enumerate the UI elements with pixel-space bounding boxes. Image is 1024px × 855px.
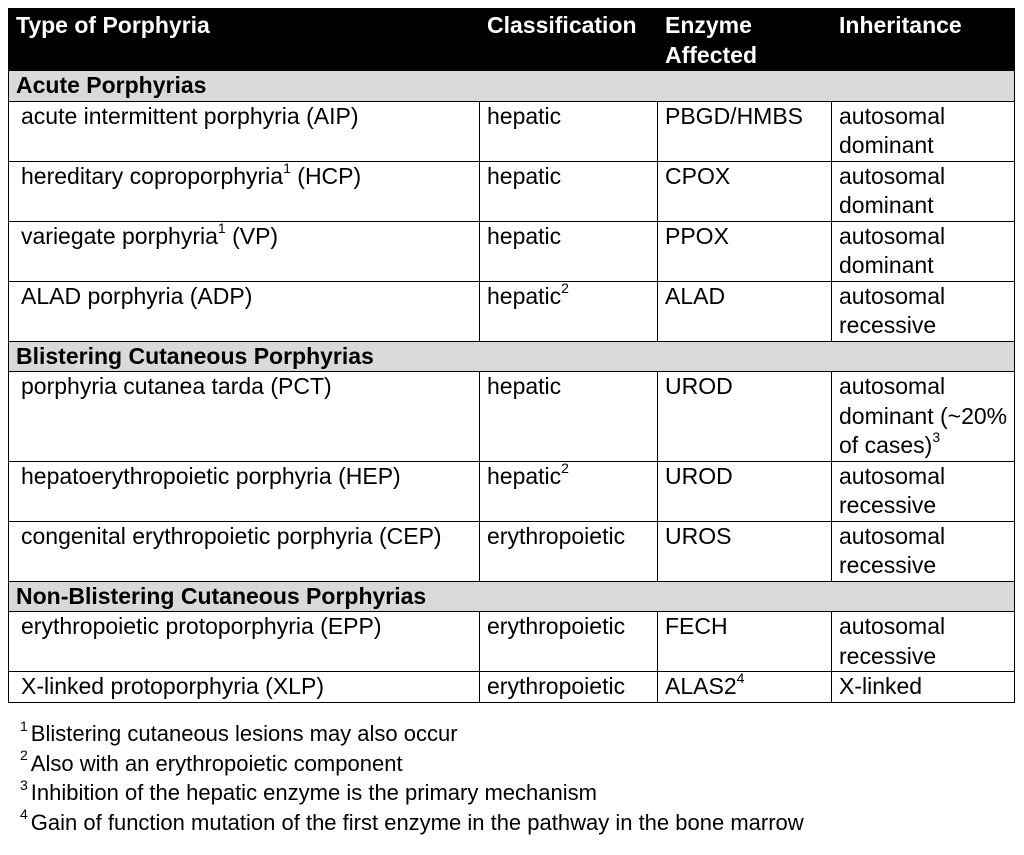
inheritance-cell — [832, 612, 1015, 672]
table-row — [9, 161, 1015, 221]
classification-cell-content — [487, 673, 625, 699]
header-enzyme: Enzyme Affected — [658, 9, 832, 71]
inheritance-cell-content — [839, 163, 945, 219]
table-row — [9, 521, 1015, 581]
classification-text: hepatic — [487, 222, 562, 249]
classification-cell — [480, 101, 658, 161]
porphyria-name-cell — [9, 221, 480, 281]
porphyria-name-cell-content — [21, 463, 401, 489]
enzyme-text: PPOX — [665, 222, 729, 249]
enzyme-cell — [658, 161, 832, 221]
porphyria-name-cell — [9, 461, 480, 521]
porphyria-name-cell-content — [21, 523, 442, 549]
porphyria-name: ALAD porphyria (ADP) — [21, 282, 253, 309]
inheritance-text: autosomal recessive — [839, 522, 946, 578]
footnote-ref: 1 — [283, 159, 291, 176]
footnotes — [20, 719, 804, 837]
porphyria-name: hereditary coproporphyria — [21, 162, 284, 189]
porphyria-name-cell-content — [21, 219, 279, 249]
table-header — [9, 9, 1015, 71]
porphyria-name-cell-content — [21, 673, 324, 699]
enzyme-text: UROD — [665, 373, 733, 399]
footnote-text: Gain of function mutation of the first enzyme in the pathway in the bone marrow — [30, 809, 804, 835]
classification-text: erythropoietic — [487, 613, 626, 639]
classification-cell — [480, 372, 658, 462]
footnote-mark: 2 — [20, 747, 28, 764]
classification-cell — [480, 521, 658, 581]
inheritance-text: X-linked — [839, 673, 923, 699]
inheritance-cell — [832, 461, 1015, 521]
inheritance-cell — [832, 161, 1015, 221]
footnote — [20, 749, 804, 779]
enzyme-text: ALAD — [665, 282, 726, 309]
footnote-ref: 4 — [736, 670, 745, 687]
classification-text: erythropoietic — [487, 522, 626, 549]
footnote — [20, 808, 804, 838]
table-row — [9, 281, 1015, 341]
porphyria-name: congenital erythropoietic porphyria (CEP) — [21, 522, 442, 549]
classification-cell-content — [487, 279, 569, 309]
classification-text: hepatic — [487, 102, 562, 129]
enzyme-cell-content — [665, 613, 728, 639]
enzyme-cell — [658, 372, 832, 462]
footnote-text: Inhibition of the hepatic enzyme is the primary mechanism — [30, 780, 597, 805]
classification-cell — [480, 221, 658, 281]
classification-cell-content — [487, 163, 561, 189]
porphyria-name-cell-content — [21, 373, 332, 399]
footnote-mark: 1 — [20, 717, 28, 734]
classification-cell-content — [487, 613, 625, 639]
porphyria-name-cell — [9, 372, 480, 462]
footnote — [20, 719, 804, 749]
inheritance-text: autosomal recessive — [839, 282, 946, 338]
inheritance-text: autosomal dominant (~20% of cases) — [839, 373, 1008, 458]
enzyme-cell-content — [665, 283, 725, 309]
inheritance-cell-content — [839, 613, 945, 669]
inheritance-text: autosomal dominant — [839, 162, 946, 218]
porphyria-name-cell — [9, 101, 480, 161]
table-body — [9, 71, 1015, 703]
inheritance-cell-content — [839, 523, 945, 579]
inheritance-cell — [832, 101, 1015, 161]
porphyria-name-cell — [9, 521, 480, 581]
inheritance-cell-content — [839, 673, 922, 699]
enzyme-text: FECH — [665, 613, 728, 639]
inheritance-cell — [832, 521, 1015, 581]
section-row — [9, 341, 1015, 372]
enzyme-text: UROD — [665, 462, 733, 489]
porphyria-name-cell — [9, 612, 480, 672]
enzyme-cell-content — [665, 223, 729, 249]
header-classification: Classification — [480, 9, 658, 71]
porphyria-name-cell — [9, 161, 480, 221]
classification-cell-content — [487, 523, 625, 549]
classification-cell-content — [487, 103, 561, 129]
porphyria-name: hepatoerythropoietic porphyria (HEP) — [21, 462, 401, 489]
classification-text: hepatic — [487, 162, 562, 189]
classification-cell-content — [487, 373, 561, 399]
section-title: Acute Porphyrias — [9, 71, 1015, 102]
footnote-ref: 2 — [561, 279, 569, 296]
classification-cell-content — [487, 459, 569, 489]
classification-cell — [480, 161, 658, 221]
porphyria-abbrev: (HCP) — [290, 162, 362, 189]
inheritance-text: autosomal recessive — [839, 462, 946, 518]
inheritance-cell — [832, 672, 1015, 703]
enzyme-cell-content — [665, 523, 731, 549]
section-title: Blistering Cutaneous Porphyrias — [9, 341, 1015, 372]
classification-text: erythropoietic — [487, 673, 626, 699]
footnote — [20, 778, 804, 808]
classification-cell — [480, 281, 658, 341]
classification-cell — [480, 612, 658, 672]
classification-cell — [480, 672, 658, 703]
inheritance-cell — [832, 372, 1015, 462]
enzyme-text: CPOX — [665, 162, 731, 189]
enzyme-text: ALAS2 — [665, 673, 737, 699]
enzyme-cell — [658, 461, 832, 521]
table-row — [9, 221, 1015, 281]
enzyme-cell-content — [665, 163, 730, 189]
classification-text: hepatic — [487, 282, 562, 309]
classification-text: hepatic — [487, 373, 562, 399]
enzyme-cell — [658, 101, 832, 161]
enzyme-cell-content — [665, 373, 733, 399]
inheritance-text: autosomal recessive — [839, 613, 946, 669]
porphyria-name-cell-content — [21, 103, 358, 129]
porphyria-name-cell-content — [21, 159, 362, 189]
section-row — [9, 71, 1015, 102]
enzyme-text: UROS — [665, 522, 732, 549]
inheritance-cell — [832, 281, 1015, 341]
inheritance-text: autosomal dominant — [839, 222, 946, 278]
header-row — [9, 9, 1015, 71]
inheritance-cell-content — [839, 373, 1007, 458]
footnote-text: Blistering cutaneous lesions may also occur — [30, 721, 458, 746]
inheritance-cell — [832, 221, 1015, 281]
porphyria-table — [8, 8, 1015, 703]
porphyria-name: X-linked protoporphyria (XLP) — [21, 673, 324, 699]
table-row — [9, 372, 1015, 462]
enzyme-cell — [658, 672, 832, 703]
inheritance-cell-content — [839, 463, 945, 519]
enzyme-cell — [658, 221, 832, 281]
porphyria-abbrev: (VP) — [225, 222, 279, 249]
enzyme-text: PBGD/HMBS — [665, 102, 804, 129]
porphyria-name: variegate porphyria — [21, 222, 218, 249]
footnote-mark: 4 — [20, 806, 28, 823]
footnote-mark: 3 — [20, 776, 28, 793]
table-row — [9, 612, 1015, 672]
porphyria-name: acute intermittent porphyria (AIP) — [21, 102, 359, 129]
section-title: Non-Blistering Cutaneous Porphyrias — [9, 581, 1015, 612]
porphyria-name-cell — [9, 672, 480, 703]
porphyria-name-cell-content — [21, 613, 382, 639]
porphyria-name: porphyria cutanea tarda (PCT) — [21, 373, 332, 399]
enzyme-cell — [658, 612, 832, 672]
footnote-ref: 3 — [932, 429, 941, 446]
classification-text: hepatic — [487, 462, 562, 489]
classification-cell-content — [487, 223, 561, 249]
section-row — [9, 581, 1015, 612]
porphyria-name: erythropoietic protoporphyria (EPP) — [21, 613, 382, 639]
table-row — [9, 101, 1015, 161]
inheritance-cell-content — [839, 103, 945, 159]
footnote-ref: 2 — [561, 459, 569, 476]
footnote-ref: 1 — [217, 219, 226, 236]
inheritance-cell-content — [839, 283, 945, 339]
footnote-text: Also with an erythropoietic component — [30, 750, 403, 776]
table-row — [9, 672, 1015, 703]
inheritance-text: autosomal dominant — [839, 102, 946, 158]
enzyme-cell — [658, 281, 832, 341]
header-type: Type of Porphyria — [9, 9, 480, 71]
enzyme-cell-content — [665, 463, 733, 489]
table-row — [9, 461, 1015, 521]
porphyria-name-cell-content — [21, 283, 252, 309]
porphyria-name-cell — [9, 281, 480, 341]
enzyme-cell-content — [665, 670, 745, 699]
header-inheritance: Inheritance — [832, 9, 1015, 71]
inheritance-cell-content — [839, 223, 945, 279]
enzyme-cell — [658, 521, 832, 581]
enzyme-cell-content — [665, 103, 803, 129]
classification-cell — [480, 461, 658, 521]
